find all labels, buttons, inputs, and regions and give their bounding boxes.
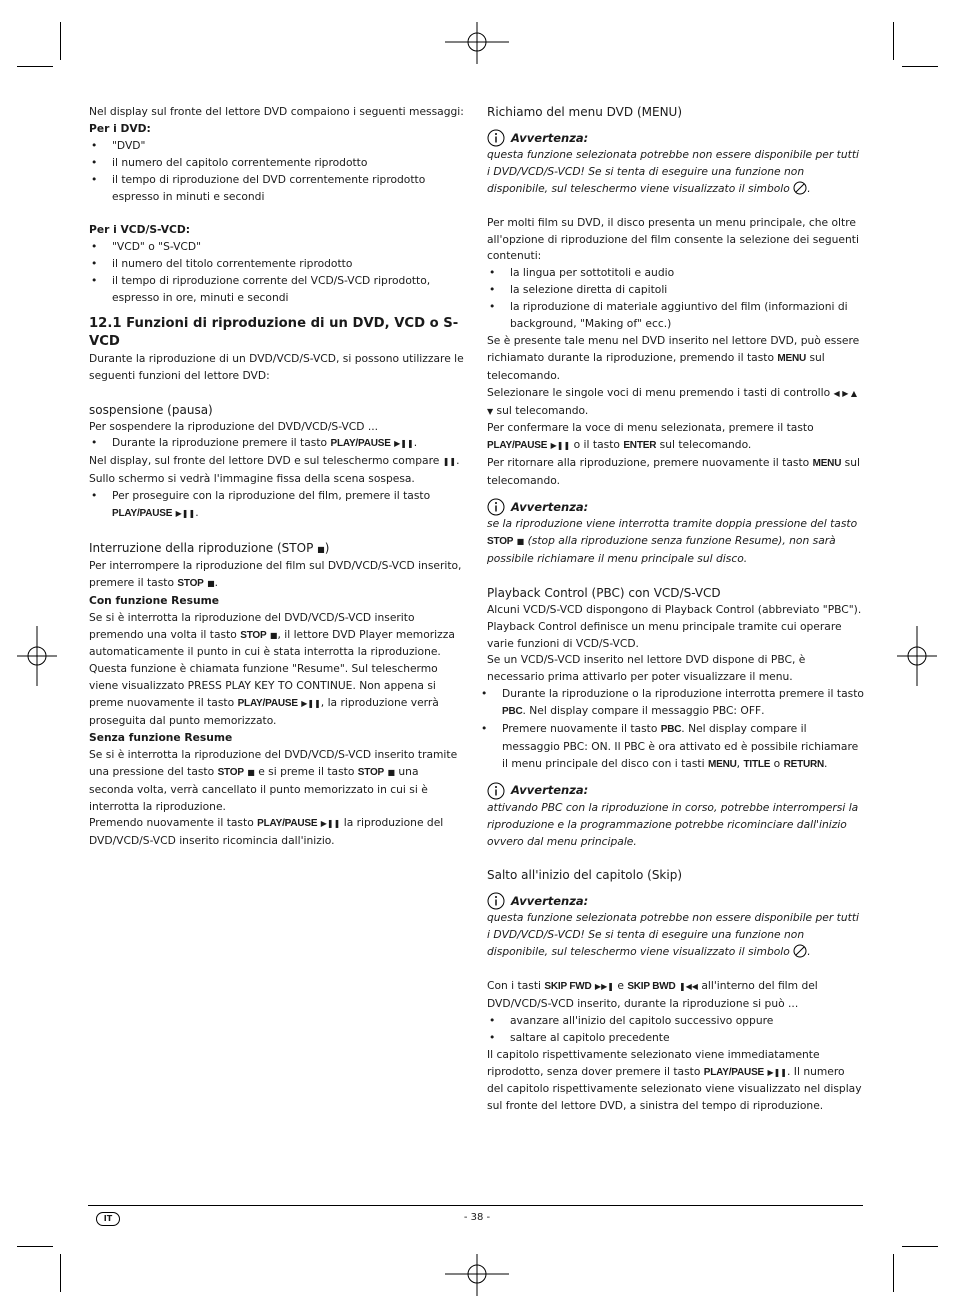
list-item: • Per proseguire con la riproduzione del film, premere il tasto PLAY/PAUSE ▶❚❚. bbox=[89, 488, 466, 523]
skip-p1: Con i tasti SKIP FWD ▶▶❚ e SKIP BWD ❚◀◀ all'interno del film del DVD/VCD/S-VCD inserito, durante la riproduzione si può ... bbox=[487, 979, 818, 1010]
right-column bbox=[487, 104, 864, 1115]
info-icon bbox=[487, 892, 505, 910]
note-text: questa funzione selezionata potrebbe non essere disponibile per tutti i DVD/VCD/S-VCD! Se si tenta di eseguire una funzione non disponibile, sul teleschermo viene visualizzato il simbolo . bbox=[487, 148, 859, 195]
intro-text: Nel display sul fronte del lettore DVD compaiono i seguenti messaggi: bbox=[89, 105, 464, 118]
stop-p1: Per interrompere la riproduzione del film sul DVD/VCD/S-VCD inserito, premere il tasto STOP ■. bbox=[89, 558, 462, 589]
pbc-p1: Alcuni VCD/S-VCD dispongono di Playback Control (abbreviato "PBC"). Playback Control definisce un menu principale tramite cui operare varie funzioni di VCD/S-VCD. bbox=[487, 602, 862, 650]
footer-rule bbox=[88, 1205, 863, 1206]
crop-mark bbox=[60, 1254, 61, 1292]
noresume-label: Senza funzione Resume bbox=[89, 730, 233, 744]
note-heading: Avvertenza: bbox=[487, 782, 864, 800]
section-intro: Durante la riproduzione di un DVD/VCD/S-VCD, si possono utilizzare le seguenti funzioni del lettore DVD: bbox=[89, 351, 464, 382]
crop-mark bbox=[893, 1254, 894, 1292]
crop-mark bbox=[902, 66, 938, 67]
menu-p5: Per ritornare alla riproduzione, premere nuovamente il tasto MENU sul telecomando. bbox=[487, 456, 860, 488]
list-item: • Durante la riproduzione o la riproduzione interrotta premere il tasto PBC. Nel display compare il messaggio PBC: OFF. bbox=[479, 686, 864, 721]
list-item: • "VCD" o "S-VCD" bbox=[89, 239, 466, 256]
arrow-keys-icon: ◀ ▶ ▲ ▼ bbox=[487, 388, 858, 416]
list-item: • la lingua per sottotitoli e audio bbox=[487, 265, 864, 282]
list-item: • il tempo di riproduzione corrente del VCD/S-VCD riprodotto, espresso in ore, minuti e secondi bbox=[89, 273, 466, 307]
note-heading: Avvertenza: bbox=[487, 129, 864, 147]
resume-text: Se si è interrotta la riproduzione del DVD/VCD/S-VCD inserito premendo una volta il tasto STOP ■, il lettore DVD Player memorizza automaticamente il punto in cui è stata interrotta la riproduzione. Questa funzione è chiamata funzione "Resume". Sul teleschermo viene visualizzato PRESS PLAY KEY TO CONTINUE. Non appena si preme nuovamente il tasto PLAY/PAUSE ▶❚❚, la riproduzione verrà proseguita dal punto memorizzato. bbox=[89, 610, 455, 728]
info-icon bbox=[487, 782, 505, 800]
list-item: • la selezione diretta di capitoli bbox=[487, 282, 864, 299]
pause-p2: Nel display, sul fronte del lettore DVD e sul teleschermo compare ❚❚. bbox=[89, 454, 460, 468]
list-item: • il numero del titolo correntemente riprodotto bbox=[89, 256, 466, 273]
list-item: • il tempo di riproduzione del DVD correntemente riprodotto espresso in minuti e secondi bbox=[89, 172, 466, 206]
menu-p1: Per molti film su DVD, il disco presenta un menu principale, che oltre all'opzione di riproduzione del film consente la selezione dei seguenti contenuti: bbox=[487, 215, 859, 263]
registration-mark-right bbox=[897, 626, 937, 686]
vcd-label: Per i VCD/S-VCD: bbox=[89, 223, 190, 237]
note-text: questa funzione selezionata potrebbe non essere disponibile per tutti i DVD/VCD/S-VCD! Se si tenta di eseguire una funzione non disponibile, sul teleschermo viene visualizzato il simbolo . bbox=[487, 911, 859, 959]
menu-p4: Per confermare la voce di menu selezionata, premere il tasto PLAY/PAUSE ▶❚❚ o il tasto ENTER sul telecomando. bbox=[487, 421, 814, 452]
left-column bbox=[89, 104, 466, 850]
list-item: • il numero del capitolo correntemente riprodotto bbox=[89, 155, 466, 172]
crop-mark bbox=[902, 1246, 938, 1247]
noresume-text-2: Premendo nuovamente il tasto PLAY/PAUSE ▶❚❚ la riproduzione del DVD/VCD/S-VCD inserito ricomincia dall'inizio. bbox=[89, 816, 444, 848]
list-item: • Durante la riproduzione premere il tasto PLAY/PAUSE ▶❚❚. bbox=[89, 435, 466, 453]
skip-title: Salto all'inizio del capitolo (Skip) bbox=[487, 868, 683, 883]
list-item: • saltare al capitolo precedente bbox=[487, 1030, 864, 1047]
prohibited-icon bbox=[793, 181, 807, 195]
list-item: • la riproduzione di materiale aggiuntivo del film (informazioni di background, "Making of" ecc.) bbox=[487, 299, 864, 333]
info-icon bbox=[487, 498, 505, 516]
crop-mark bbox=[60, 22, 61, 60]
pause-title: sospensione (pausa) bbox=[89, 402, 213, 417]
resume-label: Con funzione Resume bbox=[89, 593, 220, 607]
note-heading: Avvertenza: bbox=[487, 892, 864, 910]
list-item: • avanzare all'inizio del capitolo successivo oppure bbox=[487, 1013, 864, 1030]
crop-mark bbox=[893, 22, 894, 60]
prohibited-icon bbox=[793, 944, 807, 958]
skip-p2: Il capitolo rispettivamente selezionato viene immediatamente riprodotto, senza dover premere il tasto PLAY/PAUSE ▶❚❚. Il numero del capitolo rispettivamente selezionato viene visualizzato nel display sul fronte del lettore DVD, a sinistra del tempo di riproduzione. bbox=[487, 1047, 862, 1113]
crop-mark bbox=[17, 66, 53, 67]
note-text: attivando PBC con la riproduzione in corso, potrebbe interrompersi la riproduzione e la programmazione potrebbe ricominciare dall'inizio ovvero dal menu principale. bbox=[487, 800, 859, 848]
list-item: • Premere nuovamente il tasto PBC. Nel display compare il messaggio PBC: ON. Il PBC è ora attivato ed è possibile richiamare il menu principale del disco con i tasti MENU, TITLE o RETURN. bbox=[479, 721, 864, 774]
menu-title: Richiamo del menu DVD (MENU) bbox=[487, 105, 683, 119]
section-title: 12.1 Funzioni di riproduzione di un DVD, VCD o S-VCD bbox=[89, 315, 459, 349]
menu-p2: Se è presente tale menu nel DVD inserito nel lettore DVD, può essere richiamato durante la riproduzione, premendo il tasto MENU sul telecomando. bbox=[487, 333, 860, 382]
pause-p3: Sullo schermo si vedrà l'immagine fissa della scena sospesa. bbox=[89, 472, 415, 486]
registration-mark-bottom bbox=[445, 1254, 509, 1296]
list-item: • "DVD" bbox=[89, 138, 466, 155]
crop-mark bbox=[17, 1246, 53, 1247]
note-text: se la riproduzione viene interrotta tramite doppia pressione del tasto STOP ■ (stop alla riproduzione senza funzione Resume), non sarà possibile richiamare il menu principale sul disco. bbox=[487, 517, 858, 565]
noresume-text: Se si è interrotta la riproduzione del DVD/VCD/S-VCD inserito tramite una pressione del tasto STOP ■ e si preme il tasto STOP ■ una seconda volta, verrà cancellato il punto memorizzato in cui si è interrotta la riproduzione. bbox=[89, 747, 458, 813]
pause-p1: Per sospendere la riproduzione del DVD/VCD/S-VCD ... bbox=[89, 419, 379, 433]
menu-p3: Selezionare le singole voci di menu premendo i tasti di controllo ◀ ▶ ▲ ▼ sul telecomando. bbox=[487, 385, 858, 417]
dvd-label: Per i DVD: bbox=[89, 121, 151, 135]
info-icon bbox=[487, 129, 505, 147]
stop-title: Interruzione della riproduzione (STOP ■) bbox=[89, 540, 330, 555]
note-heading: Avvertenza: bbox=[487, 498, 864, 516]
pbc-title: Playback Control (PBC) con VCD/S-VCD bbox=[487, 585, 721, 600]
pbc-p2: Se un VCD/S-VCD inserito nel lettore DVD dispone di PBC, è necessario prima attivarlo per poter visualizzare il menu. bbox=[487, 653, 806, 684]
page-number: - 38 - bbox=[463, 1212, 491, 1223]
vcd-list bbox=[89, 239, 466, 307]
registration-mark-top bbox=[445, 22, 509, 64]
registration-mark-left bbox=[17, 626, 57, 686]
dvd-list bbox=[89, 138, 466, 206]
language-badge: IT bbox=[96, 1212, 120, 1226]
